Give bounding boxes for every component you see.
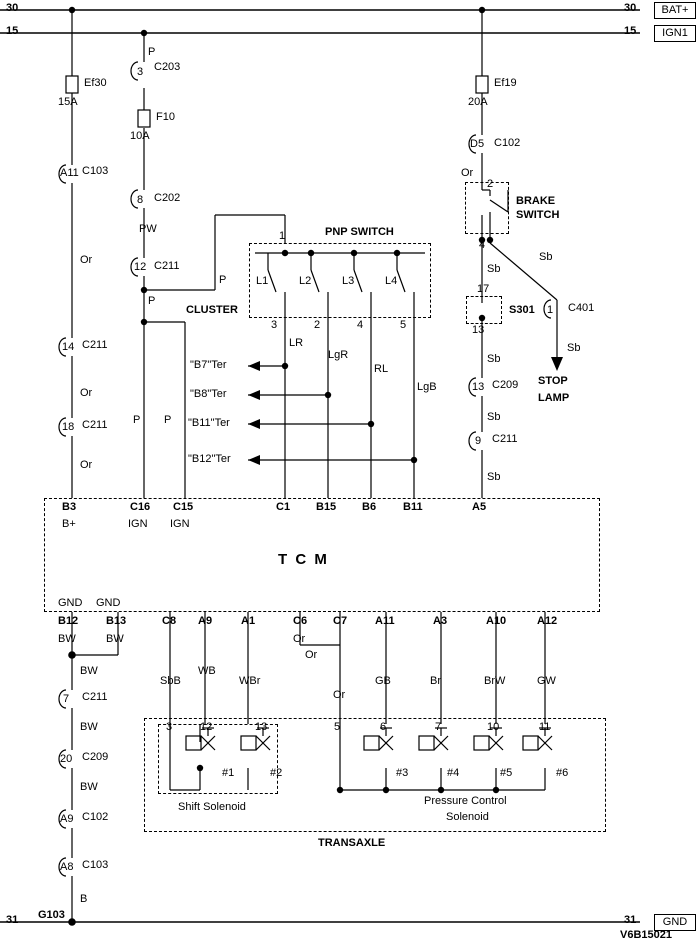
rail-number-31: 31 (6, 914, 19, 926)
solenoid-pin-7: 7 (435, 721, 442, 733)
tcm-pin-c6: C6 (293, 615, 308, 627)
wire-color-rl: RL (374, 363, 389, 375)
solenoid-id-5: #5 (500, 767, 513, 779)
wire-color-sb-4: Sb (487, 353, 501, 365)
wire-color-p-3: P (133, 414, 141, 426)
fuse-ef19-rating: 20A (468, 96, 488, 108)
connector-name-c211c: C211 (492, 433, 518, 445)
shift-solenoid-label: Shift Solenoid (178, 801, 246, 813)
wire-color-wbr: WBr (239, 675, 261, 687)
wire-color-bw-3: BW (80, 665, 98, 677)
wire-color-bw-2: BW (106, 633, 124, 645)
fuse-ef30-rating: 15A (58, 96, 78, 108)
tcm-pin-c1: C1 (276, 501, 291, 513)
cluster-title: CLUSTER (186, 304, 238, 316)
tcm-pin-c7: C7 (333, 615, 348, 627)
stop-lamp-line2: LAMP (538, 392, 570, 404)
connector-pin-14: 14 (62, 341, 75, 353)
connector-pin-18: 18 (62, 421, 75, 433)
tcm-fn-gnd-2: GND (96, 597, 121, 609)
wire-color-br: Br (430, 675, 441, 687)
tcm-pin-a12: A12 (537, 615, 558, 627)
connector-pin-1-c401: 1 (547, 304, 554, 316)
connector-pin-a11: A11 (60, 167, 79, 179)
wire-color-or-4: Or (461, 167, 474, 179)
cluster-term-b8: "B8"Ter (190, 388, 227, 400)
tcm-fn-c15: IGN (170, 518, 190, 530)
connector-name-c202: C202 (154, 192, 181, 204)
tcm-pin-a5: A5 (472, 501, 487, 513)
pressure-control-label-2: Solenoid (446, 811, 489, 823)
wire-color-p-2: P (219, 274, 227, 286)
s301-pin-14: 13 (472, 324, 485, 336)
brake-switch-pin-2: 2 (487, 178, 494, 190)
wire-color-p-0: P (148, 46, 156, 58)
tcm-pin-c8: C8 (162, 615, 177, 627)
solenoid-id-3: #3 (396, 767, 409, 779)
solenoid-id-4: #4 (447, 767, 460, 779)
tcm-pin-b12: B12 (58, 615, 79, 627)
fuse-f10-rating: 10A (130, 130, 150, 142)
wire-color-or-7: Or (333, 689, 346, 701)
tcm-pin-a1: A1 (241, 615, 256, 627)
connector-pin-d5: D5 (470, 138, 485, 150)
solenoid-pin-12: 12 (200, 721, 213, 733)
connector-name-c211b: C211 (82, 419, 108, 431)
wire-color-or-3: Or (80, 459, 93, 471)
pnp-switch-box (249, 243, 431, 318)
connector-name-c102b: C102 (82, 811, 109, 823)
wire-color-b: B (80, 893, 88, 905)
stop-lamp-line1: STOP (538, 375, 568, 387)
connector-name-c211d: C211 (82, 691, 108, 703)
fuse-ef19-name: Ef19 (494, 77, 517, 89)
solenoid-pin-13: 13 (255, 721, 268, 733)
connector-pin-a8: A8 (60, 861, 74, 873)
connector-name-c211: C211 (154, 260, 180, 272)
pnp-switch-title: PNP SWITCH (325, 226, 394, 238)
tcm-pin-a10: A10 (486, 615, 507, 627)
wire-color-brw: BrW (484, 675, 506, 687)
wire-color-sbb: SbB (160, 675, 181, 687)
tcm-fn-gnd-1: GND (58, 597, 83, 609)
wire-color-or-6: Or (305, 649, 318, 661)
rail-number-15-right: 15 (624, 25, 637, 37)
tcm-pin-a3: A3 (433, 615, 448, 627)
wire-color-bw-5: BW (80, 781, 98, 793)
rail-number-30-right: 30 (624, 2, 637, 14)
connector-name-c209: C209 (492, 379, 519, 391)
tcm-pin-a11: A11 (375, 615, 395, 627)
solenoid-pin-6: 6 (380, 721, 387, 733)
s301-box (466, 296, 502, 324)
wire-color-lgb: LgB (417, 381, 437, 393)
pnp-pin-5: 5 (400, 319, 407, 331)
connector-pin-8: 8 (137, 194, 144, 206)
connector-pin-3: 3 (137, 66, 144, 78)
tcm-pin-b3: B3 (62, 501, 77, 513)
connector-pin-20: 20 (60, 753, 73, 765)
brake-switch-pin-4: 4 (479, 239, 486, 251)
wire-color-sb-3: Sb (567, 342, 581, 354)
tcm-fn-b3: B+ (62, 518, 76, 530)
tcm-pin-c15: C15 (173, 501, 194, 513)
connector-name-c209b: C209 (82, 751, 109, 763)
connector-name-c102: C102 (494, 137, 521, 149)
connector-name-c219: C211 (82, 339, 108, 351)
fuse-symbols (66, 76, 488, 127)
tcm-title: T C M (278, 551, 329, 568)
brake-switch-title-2: SWITCH (516, 209, 560, 221)
tcm-fn-c16: IGN (128, 518, 148, 530)
connector-name-c103: C103 (82, 165, 109, 177)
connector-pin-9: 9 (475, 435, 482, 447)
pnp-contact-l1: L1 (256, 275, 269, 287)
connector-pin-12: 12 (134, 261, 147, 273)
tcm-pin-b11: B11 (403, 501, 423, 513)
wire-color-p-1: P (148, 295, 156, 307)
rail-number-31-right: 31 (624, 914, 637, 926)
pnp-pin-2: 2 (314, 319, 321, 331)
wire-color-p-4: P (164, 414, 172, 426)
solenoid-id-1: #1 (222, 767, 235, 779)
connector-name-c401: C401 (568, 302, 595, 314)
wire-color-sb-2: Sb (539, 251, 553, 263)
pnp-contact-l2: L2 (299, 275, 312, 287)
tcm-pin-b13: B13 (106, 615, 127, 627)
diagram-id-code: V6B15021 (620, 929, 672, 941)
solenoid-id-2: #2 (270, 767, 283, 779)
cluster-term-b11: "B11"Ter (188, 417, 230, 429)
fuse-ef30-name: Ef30 (84, 77, 107, 89)
pnp-switch-top-pin: 1 (279, 230, 286, 242)
pnp-pin-3: 3 (271, 319, 278, 331)
cluster-term-b7: "B7"Ter (190, 359, 227, 371)
wire-color-bw-1: BW (58, 633, 76, 645)
tcm-pin-c16: C16 (130, 501, 151, 513)
solenoid-pin-10: 10 (487, 721, 500, 733)
connector-pin-17: 17 (477, 283, 490, 295)
brake-switch-title-1: BRAKE (516, 195, 556, 207)
connector-pin-7: 7 (63, 693, 70, 705)
solenoid-pin-11: 11 (539, 721, 551, 733)
pressure-control-label-1: Pressure Control (424, 795, 507, 807)
wire-color-pw: PW (139, 223, 157, 235)
tcm-pin-a9: A9 (198, 615, 213, 627)
ground-label: G103 (38, 909, 65, 921)
wire-color-gb: GB (375, 675, 391, 687)
transaxle-title: TRANSAXLE (318, 837, 386, 849)
solenoid-id-6: #6 (556, 767, 569, 779)
rail-number-15: 15 (6, 25, 19, 37)
pnp-contact-l3: L3 (342, 275, 355, 287)
fuse-f10-name: F10 (156, 111, 175, 123)
wire-color-sb-6: Sb (487, 471, 501, 483)
wire-color-lgr: LgR (328, 349, 349, 361)
wire-color-or-2: Or (80, 387, 93, 399)
cluster-term-b12: "B12"Ter (188, 453, 231, 465)
wire-color-bw-4: BW (80, 721, 98, 733)
wire-color-gw: GW (537, 675, 556, 687)
wire-color-wb: WB (198, 665, 216, 677)
connector-name-c103b: C103 (82, 859, 109, 871)
tcm-pin-b6: B6 (362, 501, 377, 513)
connector-pin-a9: A9 (60, 813, 74, 825)
rail-number-30: 30 (6, 2, 19, 14)
splice-name-s301: S301 (509, 304, 535, 316)
pnp-contact-l4: L4 (385, 275, 398, 287)
shift-solenoid-group (158, 721, 278, 794)
pnp-pin-4: 4 (357, 319, 364, 331)
connector-pin-13: 13 (472, 381, 485, 393)
solenoid-pin-5: 5 (334, 721, 341, 733)
solenoid-pin-3: 3 (166, 721, 173, 733)
cluster-arrows (248, 357, 563, 465)
wire-color-or-5: Or (293, 633, 306, 645)
rail-box-ign1: IGN1 (654, 25, 696, 42)
rail-box-gnd: GND (654, 914, 696, 931)
wire-color-or-1: Or (80, 254, 93, 266)
rail-box-bat: BAT+ (654, 2, 696, 19)
tcm-pin-b15: B15 (316, 501, 337, 513)
wire-color-lr: LR (289, 337, 304, 349)
connector-name-c203: C203 (154, 61, 181, 73)
wire-color-sb-5: Sb (487, 411, 501, 423)
wire-color-sb-1: Sb (487, 263, 501, 275)
